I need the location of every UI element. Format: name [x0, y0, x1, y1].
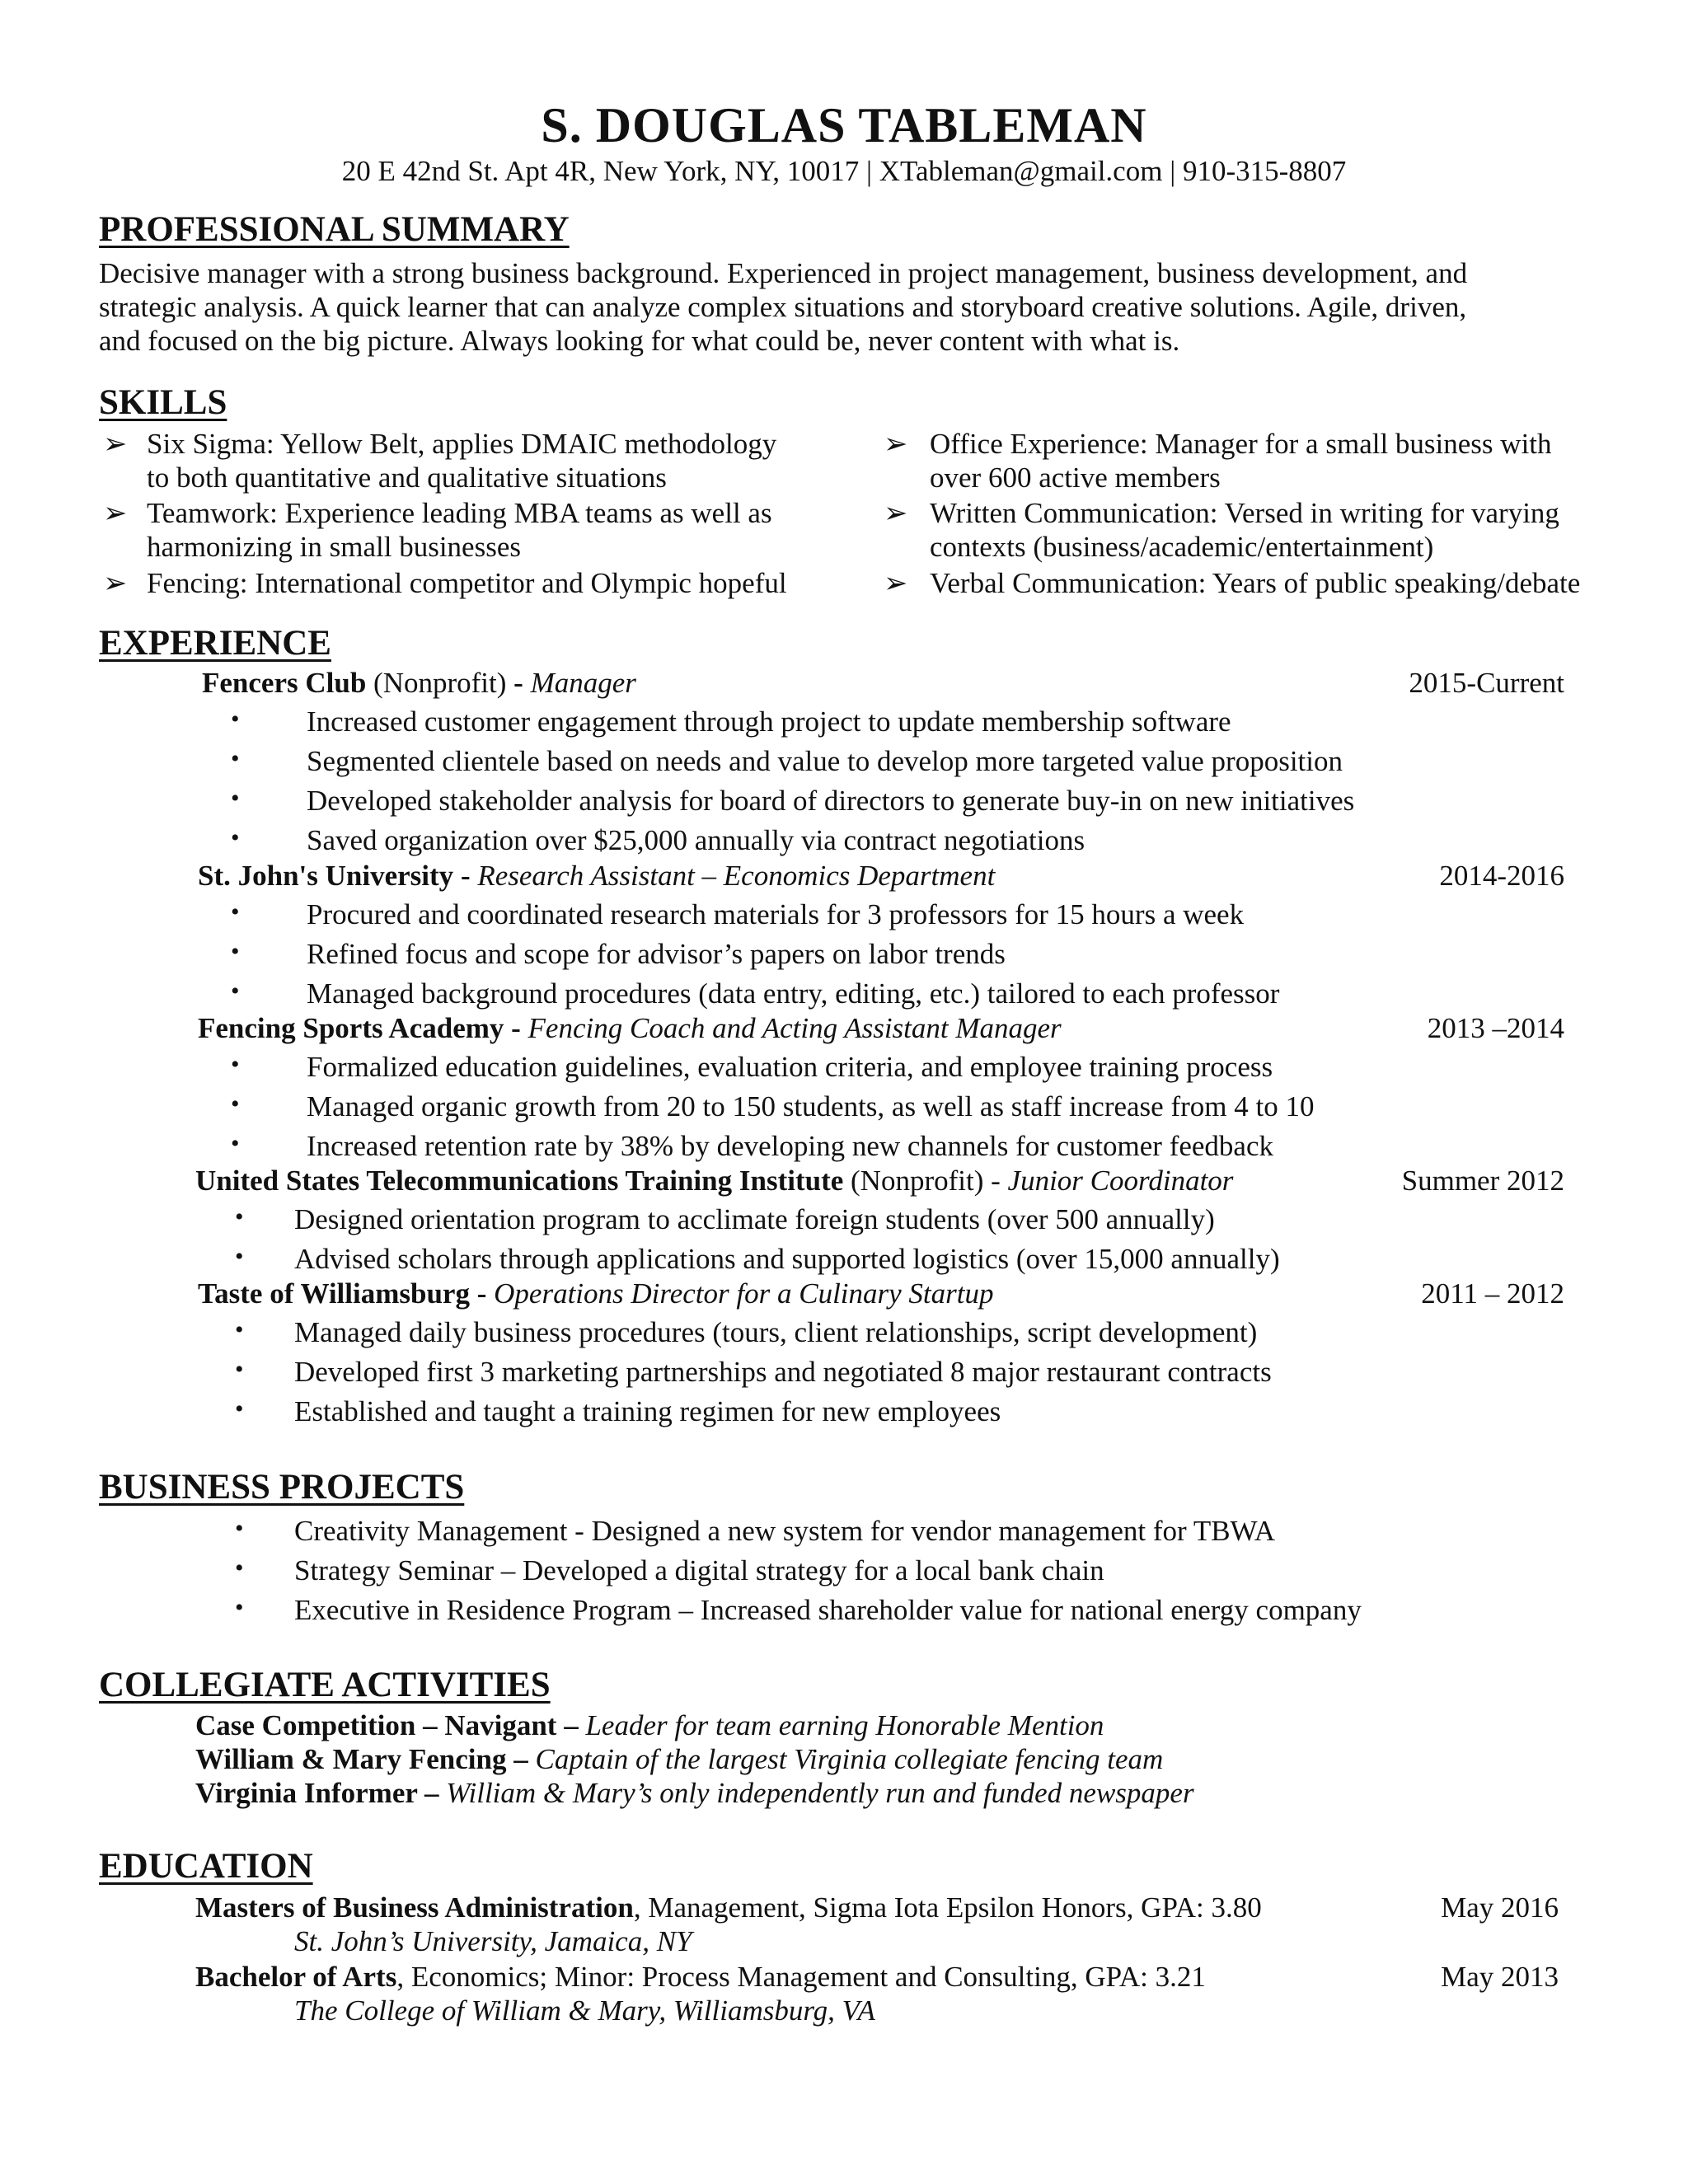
- degree-school: St. John’s University, Jamaica, NY: [294, 1925, 692, 1957]
- job-separator: -: [469, 1277, 495, 1310]
- job-org-note: (Nonprofit): [366, 667, 507, 699]
- activity-item: [195, 1777, 1194, 1810]
- job-heading: [202, 667, 636, 700]
- project-item: Executive in Residence Program – Increased shareholder value for national energy company: [294, 1594, 1362, 1626]
- job-date: 2011 – 2012: [1421, 1277, 1564, 1310]
- degree-line: [195, 1961, 1206, 1994]
- bullet-icon: •: [231, 824, 240, 851]
- activity-name: Case Competition – Navigant –: [195, 1709, 579, 1741]
- bullet-icon: •: [231, 938, 240, 965]
- section-title-education: EDUCATION: [99, 1847, 313, 1886]
- contact-line: 20 E 42nd St. Apt 4R, New York, NY, 10017 | XTableman@gmail.com | 910-315-8807: [341, 155, 1347, 187]
- section-title-projects: BUSINESS PROJECTS: [99, 1468, 465, 1507]
- job-heading: [195, 1165, 1233, 1197]
- job-org: Fencers Club: [202, 667, 367, 699]
- section-title-experience: EXPERIENCE: [99, 624, 331, 663]
- bullet-icon: •: [231, 745, 240, 772]
- job-date: 2013 –2014: [1427, 1012, 1564, 1044]
- job-role: Junior Coordinator: [1007, 1165, 1234, 1197]
- job-separator: -: [504, 1012, 528, 1044]
- skill-item-continued: over 600 active members: [930, 462, 1221, 494]
- bullet-icon: •: [231, 1051, 240, 1078]
- job-bullet: Established and taught a training regimen for new employees: [294, 1395, 1001, 1427]
- degree-line: [195, 1891, 1262, 1924]
- job-heading: [198, 1277, 994, 1310]
- bullet-icon: •: [235, 1395, 244, 1422]
- activity-desc: Leader for team earning Honorable Mention: [578, 1709, 1104, 1741]
- job-bullet: Managed daily business procedures (tours, client relationships, script development): [294, 1316, 1258, 1348]
- job-date: Summer 2012: [1401, 1165, 1564, 1197]
- summary-line: strategic analysis. A quick learner that can analyze complex situations and storyboard creative solutions. Agile, driven,: [99, 291, 1467, 323]
- job-bullet: Formalized education guidelines, evaluation criteria, and employee training process: [307, 1051, 1273, 1083]
- activity-name: William & Mary Fencing –: [195, 1743, 528, 1775]
- bullet-icon: •: [231, 785, 240, 812]
- bullet-icon: •: [235, 1594, 244, 1621]
- candidate-name: S. DOUGLAS TABLEMAN: [541, 98, 1147, 152]
- job-separator: -: [453, 860, 478, 892]
- job-bullet: Developed stakeholder analysis for board of directors to generate buy-in on new initiatives: [307, 785, 1355, 817]
- bullet-icon: •: [231, 898, 240, 926]
- skill-item: Office Experience: Manager for a small business with: [930, 428, 1552, 460]
- skill-bullet-icon: ➢: [884, 567, 908, 599]
- skill-item: Written Communication: Versed in writing for varying: [930, 497, 1559, 529]
- degree-name: Masters of Business Administration: [195, 1891, 634, 1924]
- job-heading: [198, 860, 995, 893]
- summary-line: Decisive manager with a strong business background. Experienced in project management, business development, and: [99, 257, 1468, 289]
- summary-line: and focused on the big picture. Always looking for what could be, never content with what is.: [99, 325, 1180, 357]
- bullet-icon: •: [235, 1203, 244, 1230]
- job-role: Research Assistant – Economics Department: [477, 860, 996, 892]
- activity-item: [195, 1743, 1163, 1776]
- bullet-icon: •: [235, 1243, 244, 1270]
- degree-detail: , Economics; Minor: Process Management and Consulting, GPA: 3.21: [396, 1961, 1206, 1993]
- job-separator: -: [506, 667, 531, 699]
- job-bullet: Procured and coordinated research materials for 3 professors for 15 hours a week: [307, 898, 1245, 930]
- degree-name: Bachelor of Arts: [195, 1961, 397, 1993]
- skill-item-continued: to both quantitative and qualitative situations: [147, 462, 667, 494]
- job-bullet: Increased retention rate by 38% by developing new channels for customer feedback: [307, 1130, 1273, 1162]
- job-bullet: Developed first 3 marketing partnerships and negotiated 8 major restaurant contracts: [294, 1356, 1272, 1388]
- job-bullet: Refined focus and scope for advisor’s papers on labor trends: [307, 938, 1006, 970]
- bullet-icon: •: [235, 1515, 244, 1542]
- bullet-icon: •: [235, 1554, 244, 1582]
- bullet-icon: •: [231, 1130, 240, 1157]
- job-bullet: Segmented clientele based on needs and value to develop more targeted value proposition: [307, 745, 1343, 777]
- bullet-icon: •: [235, 1316, 244, 1343]
- job-org: United States Telecommunications Training Institute: [195, 1165, 844, 1197]
- job-org: Fencing Sports Academy: [198, 1012, 504, 1044]
- section-title-activities: COLLEGIATE ACTIVITIES: [99, 1666, 551, 1704]
- bullet-icon: •: [235, 1356, 244, 1383]
- skill-item-continued: contexts (business/academic/entertainment): [930, 531, 1434, 563]
- activity-item: [195, 1709, 1104, 1742]
- job-role: Fencing Coach and Acting Assistant Manager: [528, 1012, 1062, 1044]
- job-date: 2014-2016: [1439, 860, 1564, 892]
- skill-bullet-icon: ➢: [884, 428, 908, 460]
- job-bullet: Increased customer engagement through project to update membership software: [307, 705, 1231, 738]
- section-title-skills: SKILLS: [99, 383, 227, 422]
- section-title-summary: PROFESSIONAL SUMMARY: [99, 210, 570, 249]
- job-bullet: Managed background procedures (data entry, editing, etc.) tailored to each professor: [307, 977, 1280, 1010]
- skill-bullet-icon: ➢: [103, 497, 128, 529]
- project-item: Creativity Management - Designed a new system for vendor management for TBWA: [294, 1515, 1275, 1547]
- skill-item: Teamwork: Experience leading MBA teams as well as: [147, 497, 772, 529]
- skill-item-continued: harmonizing in small businesses: [147, 531, 521, 563]
- skill-bullet-icon: ➢: [884, 497, 908, 529]
- job-role: Manager: [530, 667, 636, 699]
- project-item: Strategy Seminar – Developed a digital strategy for a local bank chain: [294, 1554, 1104, 1586]
- job-bullet: Managed organic growth from 20 to 150 students, as well as staff increase from 4 to 10: [307, 1090, 1315, 1122]
- degree-date: May 2013: [1441, 1961, 1559, 1993]
- job-bullet: Advised scholars through applications and supported logistics (over 15,000 annually): [294, 1243, 1280, 1275]
- skill-bullet-icon: ➢: [103, 428, 128, 460]
- activity-desc: Captain of the largest Virginia collegiate fencing team: [528, 1743, 1164, 1775]
- job-org: St. John's University: [198, 860, 454, 892]
- skill-item: Six Sigma: Yellow Belt, applies DMAIC methodology: [147, 428, 777, 460]
- skill-item: Fencing: International competitor and Olympic hopeful: [147, 567, 787, 599]
- degree-date: May 2016: [1441, 1891, 1559, 1924]
- bullet-icon: •: [231, 977, 240, 1005]
- degree-school: The College of William & Mary, Williamsburg, VA: [294, 1994, 875, 2027]
- activity-desc: William & Mary’s only independently run and funded newspaper: [438, 1777, 1194, 1809]
- degree-detail: , Management, Sigma Iota Epsilon Honors, GPA: 3.80: [633, 1891, 1262, 1924]
- job-bullet: Designed orientation program to acclimate foreign students (over 500 annually): [294, 1203, 1215, 1235]
- bullet-icon: •: [231, 705, 240, 733]
- job-date: 2015-Current: [1409, 667, 1564, 699]
- job-bullet: Saved organization over $25,000 annually via contract negotiations: [307, 824, 1085, 856]
- job-org-note: (Nonprofit) -: [843, 1165, 1008, 1197]
- activity-name: Virginia Informer –: [195, 1777, 439, 1809]
- job-org: Taste of Williamsburg: [198, 1277, 470, 1310]
- job-heading: [198, 1012, 1062, 1045]
- bullet-icon: •: [231, 1090, 240, 1118]
- job-role: Operations Director for a Culinary Startup: [494, 1277, 994, 1310]
- skill-bullet-icon: ➢: [103, 567, 128, 599]
- skill-item: Verbal Communication: Years of public speaking/debate: [930, 567, 1581, 599]
